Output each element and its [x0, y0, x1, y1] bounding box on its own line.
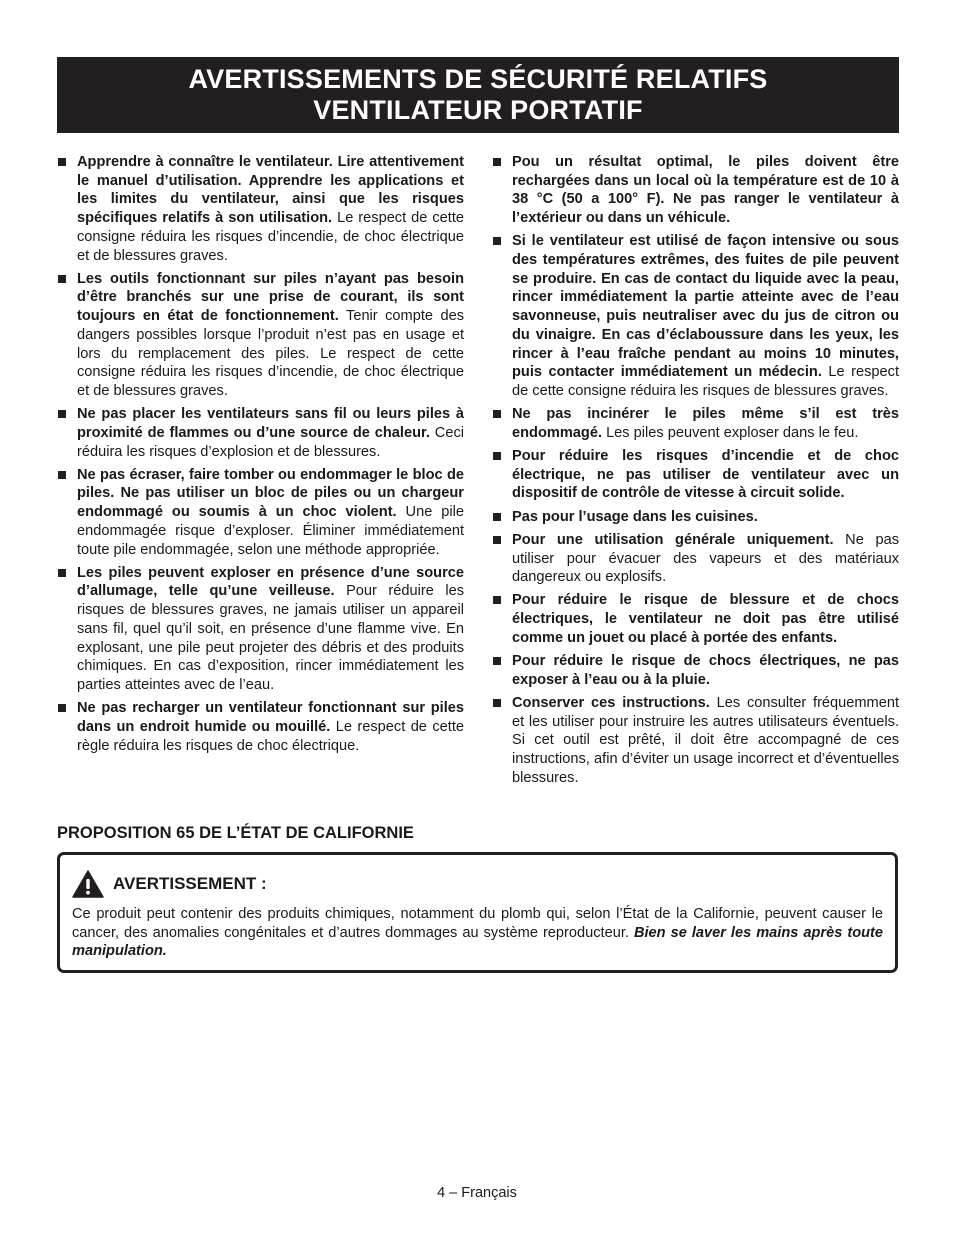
warning-label: AVERTISSEMENT : [113, 874, 267, 893]
safety-item [57, 405, 464, 461]
bullet-square-icon [493, 237, 501, 245]
safety-item [492, 531, 899, 587]
bullet-square-icon [493, 452, 501, 460]
safety-item-heading: Les outils fonctionnant sur piles n’ayant pas besoin d’être branchés sur une prise de courant, ils sont toujours en état de fonctionnement. [77, 270, 464, 325]
safety-item-text: Le respect de cette règle réduira les risques de choc électrique. [77, 718, 464, 754]
bullet-square-icon [493, 513, 501, 521]
safety-item [492, 447, 899, 503]
safety-item [57, 153, 464, 265]
warning-body: Ce produit peut contenir des produits chimiques, notamment du plomb qui, selon l’État de la Californie, peuvent causer le cancer, des anomalies congénitales et d’autres dommages au système reproducteur. [72, 906, 883, 941]
bullet-square-icon [58, 471, 66, 479]
safety-item [492, 591, 899, 647]
safety-item [57, 699, 464, 755]
left-column [57, 153, 464, 760]
safety-item-text: Les piles peuvent exploser dans le feu. [602, 424, 859, 441]
safety-item [57, 466, 464, 560]
safety-item [492, 652, 899, 689]
safety-item [492, 508, 899, 527]
right-column [492, 153, 899, 792]
safety-item-heading: Les piles peuvent exploser en présence d’une source d’allumage, telle qu’une veilleuse. [77, 564, 464, 600]
safety-item-heading: Conserver ces instructions. [512, 694, 710, 711]
bullet-square-icon [58, 410, 66, 418]
safety-item-heading: Pas pour l’usage dans les cuisines. [512, 508, 758, 525]
safety-item [492, 694, 899, 788]
safety-list-right [492, 153, 899, 788]
safety-item [492, 232, 899, 400]
safety-item-heading: Ne pas placer les ventilateurs sans fil ou leurs piles à proximité de flammes ou d’une source de chaleur. [77, 406, 464, 441]
prop65-heading: PROPOSITION 65 DE L’ÉTAT DE CALIFORNIE [57, 824, 414, 842]
safety-item [57, 564, 464, 695]
safety-item-heading: Ne pas recharger un ventilateur fonctionnant sur piles dans un endroit humide ou mouillé. [77, 700, 464, 735]
bullet-square-icon [493, 699, 501, 707]
bullet-square-icon [58, 158, 66, 166]
safety-item [492, 153, 899, 228]
safety-item-text: Pour réduire les risques de blessures graves, ne jamais utiliser un appareil sans fil, quel qu’il soit, en présence d’une flamme vive. En explosant, une pile peut projeter des débris et des produits chimiques. En cas d’exposition, rincer immédiatement les parties atteintes avec de l’eau. [77, 583, 464, 693]
prop65-warning-box [57, 852, 898, 973]
page-title-line-1: AVERTISSEMENTS DE SÉCURITÉ RELATIFS [188, 64, 768, 94]
safety-item-heading: Pour réduire les risques d’incendie et de choc électrique, ne pas utiliser de ventilateur avec un dispositif de contrôle de vitesse à circuit solide. [512, 448, 899, 502]
safety-item [492, 405, 899, 442]
safety-item-text: Les consulter fréquemment et les utiliser pour instruire les autres utilisateurs éventuels. Si cet outil est prêté, il doit être accompagné de ces instructions, afin d’éviter un usage incorrect et d’éventuelles blessures. [512, 694, 899, 786]
safety-item-heading: Si le ventilateur est utilisé de façon intensive ou sous des températures extrêmes, des fuites de pile peuvent se produire. En cas de contact du liquide avec la peau, rincer immédiatement la partie atteinte avec de l’eau savonneuse, puis neutraliser avec du jus de citron ou du vinaigre. En cas d’éclaboussure dans les yeux, les rincer à l’eau fraîche pendant au moins 10 minutes, puis contacter immédiatement un médecin. [512, 233, 899, 381]
safety-item-heading: Apprendre à connaître le ventilateur. Lire attentivement le manuel d’utilisation. Apprendre les applications et les limites du ventilateur, ainsi que les risques spécifiques relatifs à son utilisation. [77, 154, 464, 227]
page-footer: 4 – Français [437, 1185, 517, 1201]
safety-item [57, 270, 464, 401]
bullet-square-icon [493, 596, 501, 604]
bullet-square-icon [493, 158, 501, 166]
safety-item-heading: Pour une utilisation générale uniquement. [512, 531, 834, 548]
safety-item-text: Ne pas utiliser pour évacuer des vapeurs et des matériaux dangereux ou explosifs. [512, 531, 899, 586]
safety-list-left [57, 153, 464, 755]
bullet-square-icon [493, 657, 501, 665]
safety-item-heading: Pour réduire le risque de chocs électriques, ne pas exposer à l’eau ou à la pluie. [512, 653, 899, 688]
safety-item-text: Une pile endommagée risque d’exploser. Éliminer immédiatement toute pile endommagée, selon une méthode appropriée. [77, 504, 464, 558]
bullet-square-icon [58, 569, 66, 577]
safety-item-text: Le respect de cette consigne réduira les risques de blessures graves. [512, 364, 900, 399]
page-title-line-2: VENTILATEUR PORTATIF [313, 95, 643, 125]
warning-emphasis: Bien se laver les mains après toute manipulation. [72, 924, 883, 960]
bullet-square-icon [58, 275, 66, 283]
page-title-banner [57, 57, 899, 133]
bullet-square-icon [58, 704, 66, 712]
safety-item-text: Le respect de cette consigne réduira les risques d’incendie, de choc électrique et de blessures graves. [77, 210, 464, 264]
safety-item-heading: Ne pas incinérer le piles même s’il est très endommagé. [512, 406, 899, 441]
warning-text [72, 905, 883, 961]
safety-item-text: Tenir compte des dangers possibles lorsque l’produit n’est pas en usage et lors du remplacement des piles. Le respect de cette consigne réduira les risques d’incendie, de choc électrique et de blessures graves. [77, 308, 465, 399]
safety-item-heading: Pou un résultat optimal, le piles doivent être rechargées dans un local où la température est de 10 à 38 °C (50 a 100° F). Ne pas ranger le ventilateur à l’extérieur ou dans un véhicule. [512, 154, 899, 227]
bullet-square-icon [493, 536, 501, 544]
safety-item-heading: Ne pas écraser, faire tomber ou endommager le bloc de piles. Ne pas utiliser un bloc de piles ou un chargeur endommagé ou soumis à un choc violent. [77, 466, 464, 521]
safety-item-heading: Pour réduire le risque de blessure et de chocs électriques, le ventilateur ne doit pas être utilisé comme un jouet ou placé à portée des enfants. [512, 592, 899, 646]
safety-item-text: Ceci réduira les risques d’explosion et de blessures. [77, 424, 465, 460]
warning-header [72, 869, 267, 899]
warning-triangle-icon [72, 870, 104, 898]
bullet-square-icon [493, 410, 501, 418]
